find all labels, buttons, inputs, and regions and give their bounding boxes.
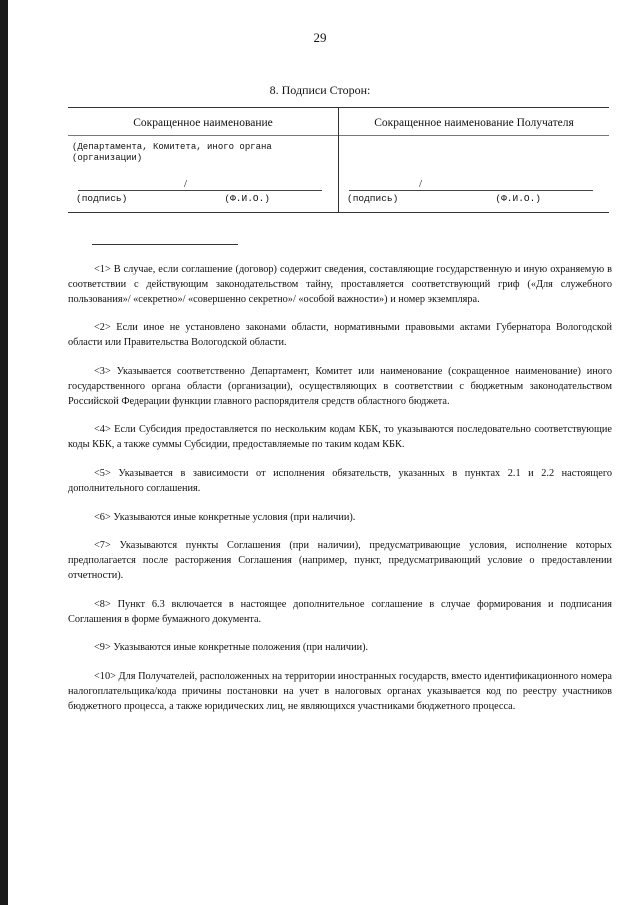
signature-table bbox=[68, 107, 609, 213]
department-subtitle: (Департамента, Комитета, иного органа (организации) bbox=[72, 142, 272, 163]
footnote-9: <9> Указываются иные конкретные положения (при наличии). bbox=[94, 642, 369, 654]
sign-caption: (подпись) bbox=[347, 193, 399, 204]
signature-column-department bbox=[68, 108, 339, 212]
signature-slash: / bbox=[419, 178, 423, 190]
footnote-7: <7> Указываются пункты Соглашения (при наличии), предусматривающие условия, исполнение которых предполагается после расторжения Соглашения (например, пункт, предусматривающий условие о предоставлении отчетности). bbox=[68, 540, 612, 581]
recipient-header: Сокращенное наименование Получателя bbox=[374, 117, 574, 129]
name-caption: (Ф.И.О.) bbox=[224, 193, 270, 204]
footnote-8: <8> Пункт 6.3 включается в настоящее дополнительное соглашение в случае формирования и подписания Соглашения в форме бумажного документа. bbox=[68, 598, 612, 625]
footnote-2: <2> Если иное не установлено законами области, нормативными правовыми актами Губернатора Вологодской области или Правительства Вологодской области. bbox=[68, 322, 612, 349]
footnote-4: <4> Если Субсидия предоставляется по нескольким кодам КБК, то указываются последовательно соответствующие коды КБК, а также суммы Субсидии, предоставляемые по таким кодам КБК. bbox=[68, 424, 612, 451]
signature-line bbox=[78, 190, 322, 191]
page-number: 29 bbox=[313, 30, 327, 45]
signature-slash: / bbox=[184, 178, 188, 190]
signature-column-recipient bbox=[339, 108, 609, 212]
department-header: Сокращенное наименование bbox=[133, 117, 273, 129]
header-rule bbox=[339, 135, 609, 136]
signature-captions bbox=[347, 193, 601, 204]
footnote-3: <3> Указывается соответственно Департамент, Комитет или наименование (сокращенное наименование) иного государственного органа области (организации), осуществляющих в соответствии с бюджетным законодательством Российской Федерации функции главного распорядителя средств областного бюджета. bbox=[68, 365, 612, 407]
name-caption: (Ф.И.О.) bbox=[495, 193, 541, 204]
footnote-6: <6> Указываются иные конкретные условия (при наличии). bbox=[94, 511, 356, 523]
sign-caption: (подпись) bbox=[76, 193, 128, 204]
footnote-1: <1> В случае, если соглашение (договор) содержит сведения, составляющие государственную и иную охраняемую в соответствии с действующим законодательством тайну, проставляется соответствующий гриф («Для служебного пользования»/ «секретно»/ «совершенно секретно»/ «особой важности») и номер экземпляра. bbox=[68, 264, 612, 305]
signature-line bbox=[349, 190, 593, 191]
footnote-5: <5> Указывается в зависимости от исполнения обязательств, указанных в пунктах 2.1 и 2.2 настоящего дополнительного соглашения. bbox=[68, 467, 612, 494]
signature-captions bbox=[76, 193, 330, 204]
scan-left-edge bbox=[0, 0, 8, 905]
footnote-separator bbox=[92, 244, 238, 245]
footnote-10: <10> Для Получателей, расположенных на территории иностранных государств, вместо идентификационного номера налогоплательщика/кода причины постановки на учет в налоговых органах указывается код по реестру участников бюджетного процесса, а также юридических лиц, не являющихся участниками бюджетного процесса. bbox=[68, 671, 612, 712]
footnotes-list bbox=[68, 263, 612, 729]
section-title: 8. Подписи Сторон: bbox=[269, 83, 371, 97]
header-rule bbox=[68, 135, 338, 136]
